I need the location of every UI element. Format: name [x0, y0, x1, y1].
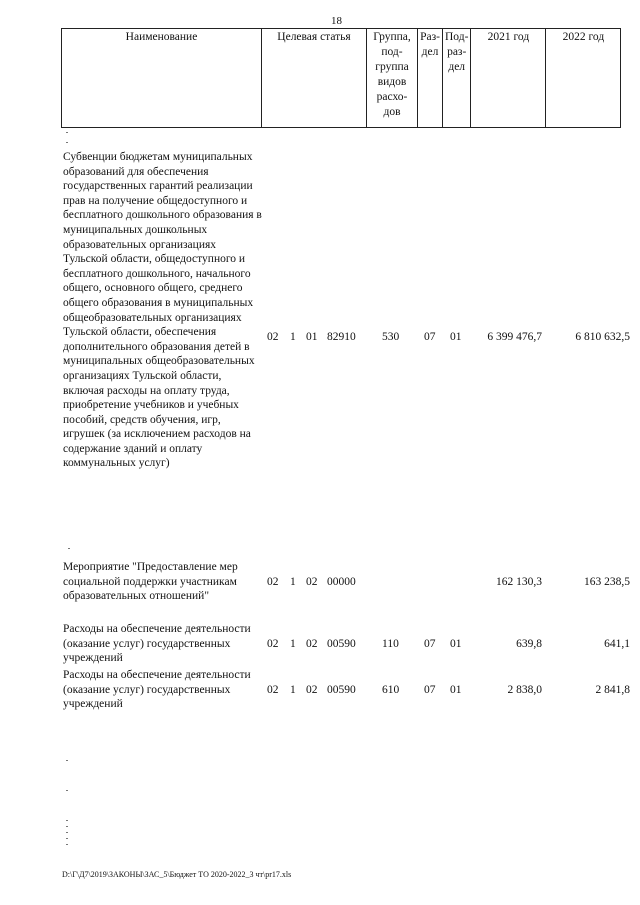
row-code-event: 01: [306, 331, 318, 343]
row-code-program: 02: [267, 638, 279, 650]
scan-mark: [66, 826, 68, 827]
scan-mark: [66, 820, 68, 821]
scan-mark: [68, 548, 70, 549]
row-section: 07: [424, 331, 436, 343]
row-code-subprogram: 1: [290, 684, 296, 696]
scan-mark: [66, 844, 68, 845]
header-expense-group: Группа, под- группа видов расхо- дов: [367, 29, 418, 128]
row-value-2021: 162 130,3: [496, 576, 542, 588]
row-code-event: 02: [306, 638, 318, 650]
row-subsection: 01: [450, 684, 462, 696]
row-name: Расходы на обеспечение деятельности (оказание услуг) государственных учреждений: [63, 669, 251, 711]
row-value-2021: 2 838,0: [507, 684, 542, 696]
header-subsection: Под- раз- дел: [443, 29, 471, 128]
row-code-direction: 00590: [327, 684, 356, 696]
header-name: Наименование: [62, 29, 262, 128]
scan-mark: [66, 790, 68, 791]
row-code-program: 02: [267, 576, 279, 588]
header-section: Раз- дел: [418, 29, 443, 128]
scan-mark: [66, 838, 68, 839]
row-value-2022: 2 841,8: [595, 684, 630, 696]
row-code-program: 02: [267, 331, 279, 343]
scan-mark: [66, 832, 68, 833]
header-year-2021: 2021 год: [471, 29, 546, 128]
header-target-article: Целевая статья: [262, 29, 367, 128]
row-code-subprogram: 1: [290, 638, 296, 650]
scan-mark: [66, 142, 68, 143]
scan-mark: [66, 760, 68, 761]
table-header: [61, 28, 621, 128]
row-group: 610: [382, 684, 400, 696]
row-value-2022: 163 238,5: [584, 576, 630, 588]
row-value-2021: 639,8: [516, 638, 542, 650]
row-subsection: 01: [450, 638, 462, 650]
scan-mark: [66, 132, 68, 133]
row-code-subprogram: 1: [290, 576, 296, 588]
row-code-event: 02: [306, 576, 318, 588]
row-section: 07: [424, 684, 436, 696]
row-section: 07: [424, 638, 436, 650]
file-path-footer: D:\Г\Д7\2019\ЗАКОНЫ\ЗАС_5\Бюджет ТО 2020-2022_3 чт\pr17.xls: [62, 870, 292, 879]
row-name: Мероприятие "Предоставление мер социальной поддержки участникам образовательных отношений": [63, 561, 238, 603]
row-name: Расходы на обеспечение деятельности (оказание услуг) государственных учреждений: [63, 623, 251, 665]
row-value-2021: 6 399 476,7: [487, 331, 542, 343]
header-year-2022: 2022 год: [546, 29, 621, 128]
row-code-subprogram: 1: [290, 331, 296, 343]
row-name: Субвенции бюджетам муниципальных образований для обеспечения государственных гарантий реализации прав на получение общедоступного и бесплатного дошкольного образования в муниципальных дошкольных образовательных организациях Тульской области, общедоступного и бесплатного дошкольного, начального общего, основного общего, среднего общего образования в муниципальных общеобразовательных организациях Тульской области, обеспечения дополнительного образования детей в муниципальных общеобразовательных организациях Тульской области, включая расходы на оплату труда, приобретение учебников и учебных пособий, средств обучения, игр, игрушек (за исключением расходов на содержание зданий и оплату коммунальных услуг): [63, 151, 262, 470]
row-value-2022: 6 810 632,5: [575, 331, 630, 343]
row-group: 530: [382, 331, 400, 343]
row-code-direction: 00000: [327, 576, 356, 588]
row-code-direction: 82910: [327, 331, 356, 343]
row-code-event: 02: [306, 684, 318, 696]
row-group: 110: [382, 638, 399, 650]
row-code-direction: 00590: [327, 638, 356, 650]
page-number: 18: [331, 15, 342, 27]
row-subsection: 01: [450, 331, 462, 343]
row-value-2022: 641,1: [604, 638, 630, 650]
row-code-program: 02: [267, 684, 279, 696]
